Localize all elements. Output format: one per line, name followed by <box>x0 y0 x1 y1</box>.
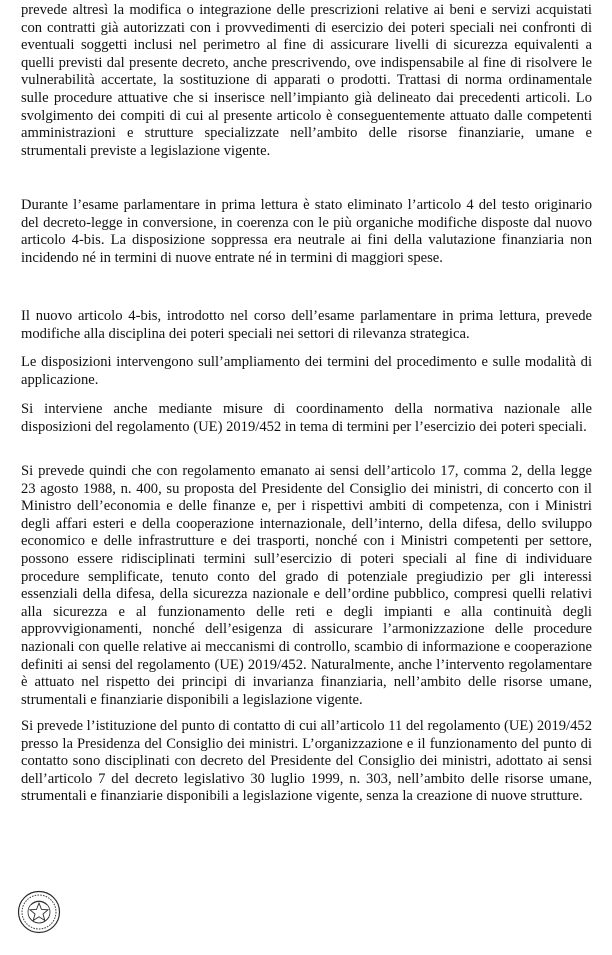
paragraph-articolo-4-bis: Il nuovo articolo 4-bis, introdotto nel corso dell’esame parlamentare in prima lettura, prevede modifiche alla disciplina dei poteri speciali nei settori di rilevanza strategica. <box>21 308 592 342</box>
paragraph-poteri-speciali-prescrizioni: prevede altresì la modifica o integrazione delle prescrizioni relative ai beni e servizi acquistati con contratti già autorizzati con i provvedimenti di esercizio dei poteri speciali nei confronti di eventuali soggetti inclusi nel perimetro al fine di assicurare livelli di sicurezza equivalenti a quelli previsti dal presente decreto, anche prescrivendo, ove indispensabile al fine di risolvere le vulnerabilità accertate, la sostituzione di apparati o prodotti. Trattasi di norma ordinamentale sulle procedure attuative che si inserisce nell’impianto già delineato dai precedenti articoli. Lo svolgimento dei compiti di cui al presente articolo è conseguentemente attuato dalle competenti amministrazioni e strutture specializzate nell’ambito delle risorse finanziarie, umane e strumentali previste a legislazione vigente. <box>21 2 592 159</box>
official-seal-icon <box>17 890 61 934</box>
paragraph-articolo-4-eliminato: Durante l’esame parlamentare in prima lettura è stato eliminato l’articolo 4 del testo originario del decreto-legge in conversione, in coerenza con le più organiche modifiche disposte dal nuovo articolo 4-bis. La disposizione soppressa era neutrale ai fini della valutazione finanziaria non incidendo né in termini di nuove entrate né in termini di maggiori spese. <box>21 197 592 266</box>
paragraph-coordinamento-regolamento-ue: Si interviene anche mediante misure di coordinamento della normativa nazionale alle disposizioni del regolamento (UE) 2019/452 in tema di termini per l’esercizio dei poteri speciali. <box>21 401 592 435</box>
paragraph-ampliamento-termini: Le disposizioni intervengono sull’ampliamento dei termini del procedimento e sulle modalità di applicazione. <box>21 354 592 388</box>
paragraph-regolamento-ridisciplina-termini: Si prevede quindi che con regolamento emanato ai sensi dell’articolo 17, comma 2, della legge 23 agosto 1988, n. 400, su proposta del Presidente del Consiglio dei ministri, di concerto con il Ministro dell’economia e delle finanze e, per i rispettivi ambiti di competenza, con i Ministri degli affari esteri e della cooperazione internazionale, dell’interno, della difesa, dello sviluppo economico e delle infrastrutture e dei trasporti, nonché con i Ministri competenti per settore, possono essere ridisciplinati termini sull’esercizio di poteri speciali al fine di individuare procedure semplificate, tenuto conto del grado di potenziale pregiudizio per gli interessi essenziali della difesa, della sicurezza nazionale e dell’ordine pubblico, compresi quelli relativi alla sicurezza e al funzionamento delle reti e degli impianti e alla continuità degli approvvigionamenti, nonché dell’esigenza di assicurare l’armonizzazione delle procedure nazionali con quelle relative ai meccanismi di controllo, scambio di informazione e cooperazione definiti ai sensi del regolamento (UE) 2019/452. Naturalmente, anche l’intervento regolamentare è attuato nel rispetto dei principi di invarianza finanziaria, nell’ambito delle risorse umane, strumentali e finanziarie disponibili a legislazione vigente. <box>21 463 592 708</box>
paragraph-punto-di-contatto: Si prevede l’istituzione del punto di contatto di cui all’articolo 11 del regolamento (UE) 2019/452 presso la Presidenza del Consiglio dei ministri. L’organizzazione e il funzionamento del punto di contatto sono disciplinati con decreto del Presidente del Consiglio dei ministri, adottato ai sensi dell’articolo 7 del decreto legislativo 30 luglio 1999, n. 303, nell’ambito delle risorse umane, strumentali e finanziarie disponibili a legislazione vigente, senza la creazione di nuove strutture. <box>21 718 592 805</box>
